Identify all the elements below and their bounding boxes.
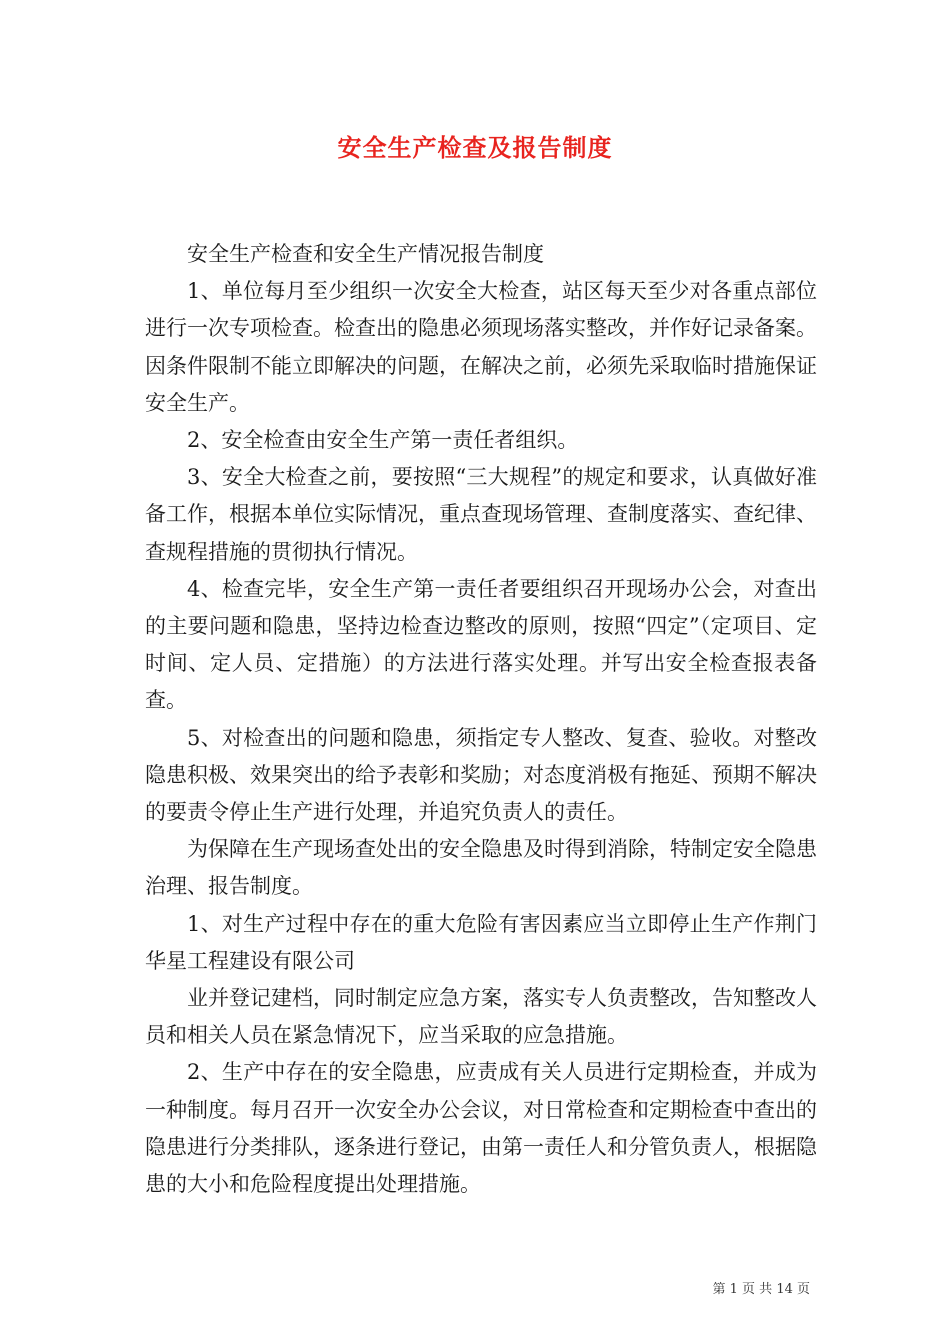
page-number: 第 1 页 共 14 页 [712,1282,810,1297]
paragraph-1: 1、单位每月至少组织一次安全大检查，站区每天至少对各重点部位进行一次专项检查。检查出的隐患必须现场落实整改，并作好记录备案。因条件限制不能立即解决的问题，在解决之前，必须先采取临时措施保证安全生产。 [145,279,817,415]
paragraph-7: 1、对生产过程中存在的重大危险有害因素应当立即停止生产作荆门华星工程建设有限公司 [145,911,817,973]
paragraph-9: 2、生产中存在的安全隐患，应责成有关人员进行定期检查，并成为一种制度。每月召开一次安全办公会议，对日常检查和定期检查中查出的隐患进行分类排队，逐条进行登记，由第一责任人和分管负责人，根据隐患的大小和危险程度提出处理措施。 [145,1060,817,1197]
document-title: 安全生产检查及报告制度 [337,133,613,162]
paragraph-8: 业并登记建档，同时制定应急方案，落实专人负责整改，告知整改人员和相关人员在紧急情况下，应当采取的应急措施。 [145,986,817,1048]
paragraph-3: 3、安全大检查之前，要按照“三大规程”的规定和要求，认真做好准备工作，根据本单位实际情况，重点查现场管理、查制度落实、查纪律、查规程措施的贯彻执行情况。 [145,465,817,564]
section-subtitle: 安全生产检查和安全生产情况报告制度 [187,242,544,266]
paragraph-4: 4、检查完毕，安全生产第一责任者要组织召开现场办公会，对查出的主要问题和隐患，坚持边检查边整改的原则，按照“四定”（定项目、定时间、定人员、定措施）的方法进行落实处理。并写出安全检查报表备查。 [145,576,817,713]
paragraph-6: 为保障在生产现场查处出的安全隐患及时得到消除，特制定安全隐患治理、报告制度。 [145,837,817,899]
paragraph-2: 2、安全检查由安全生产第一责任者组织。 [187,428,579,453]
paragraph-5: 5、对检查出的问题和隐患，须指定专人整改、复查、验收。对整改隐患积极、效果突出的给予表彰和奖励；对态度消极有拖延、预期不解决的要责令停止生产进行处理，并追究负责人的责任。 [145,725,817,825]
document-body [145,236,817,1203]
